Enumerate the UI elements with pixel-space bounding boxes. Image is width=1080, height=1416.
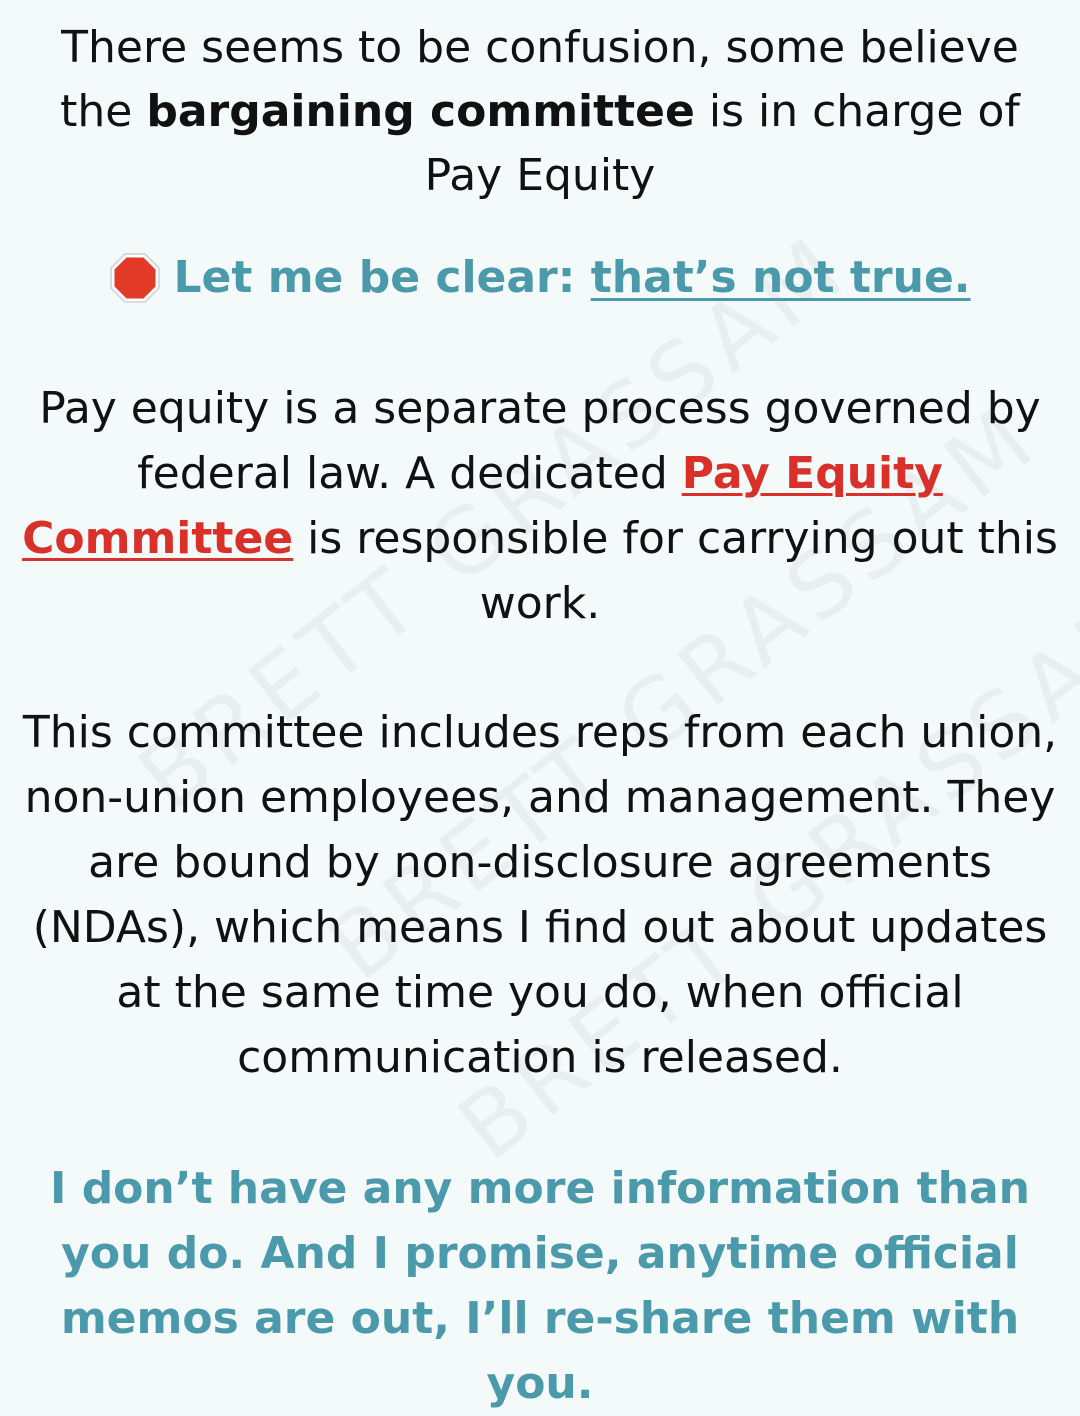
intro-text-end: is in charge of Pay Equity	[424, 86, 1020, 201]
committee-details-paragraph: This committee includes reps from each union, non-union employees, and management. They are bound by non-disclosure agreements (NDAs), which means I find out about updates at the same time you do, when official communication is released.	[22, 707, 1058, 1083]
clarification-lead: Let me be clear:	[173, 252, 591, 303]
pay-equity-text-start: Pay equity is a separate process governed by federal law. A dedicated	[39, 383, 1041, 499]
closing-statement: I don’t have any more information than you do. And I promise, anytime official memos are out, I’ll re-share them with you.	[50, 1163, 1030, 1409]
pay-equity-paragraph	[20, 376, 1060, 636]
pay-equity-committee-link[interactable]: Pay Equity Committee	[22, 448, 943, 564]
stop-sign-icon	[109, 252, 161, 304]
bargaining-committee-emphasis: bargaining committee	[146, 86, 695, 137]
not-true-statement: that’s not true.	[590, 252, 971, 303]
intro-text-start: There seems to be confusion, some believe the	[60, 22, 1019, 137]
intro-paragraph	[20, 16, 1060, 208]
pay-equity-text-end: is responsible for carrying out this work.	[293, 513, 1058, 629]
clarification-line	[0, 246, 1080, 310]
